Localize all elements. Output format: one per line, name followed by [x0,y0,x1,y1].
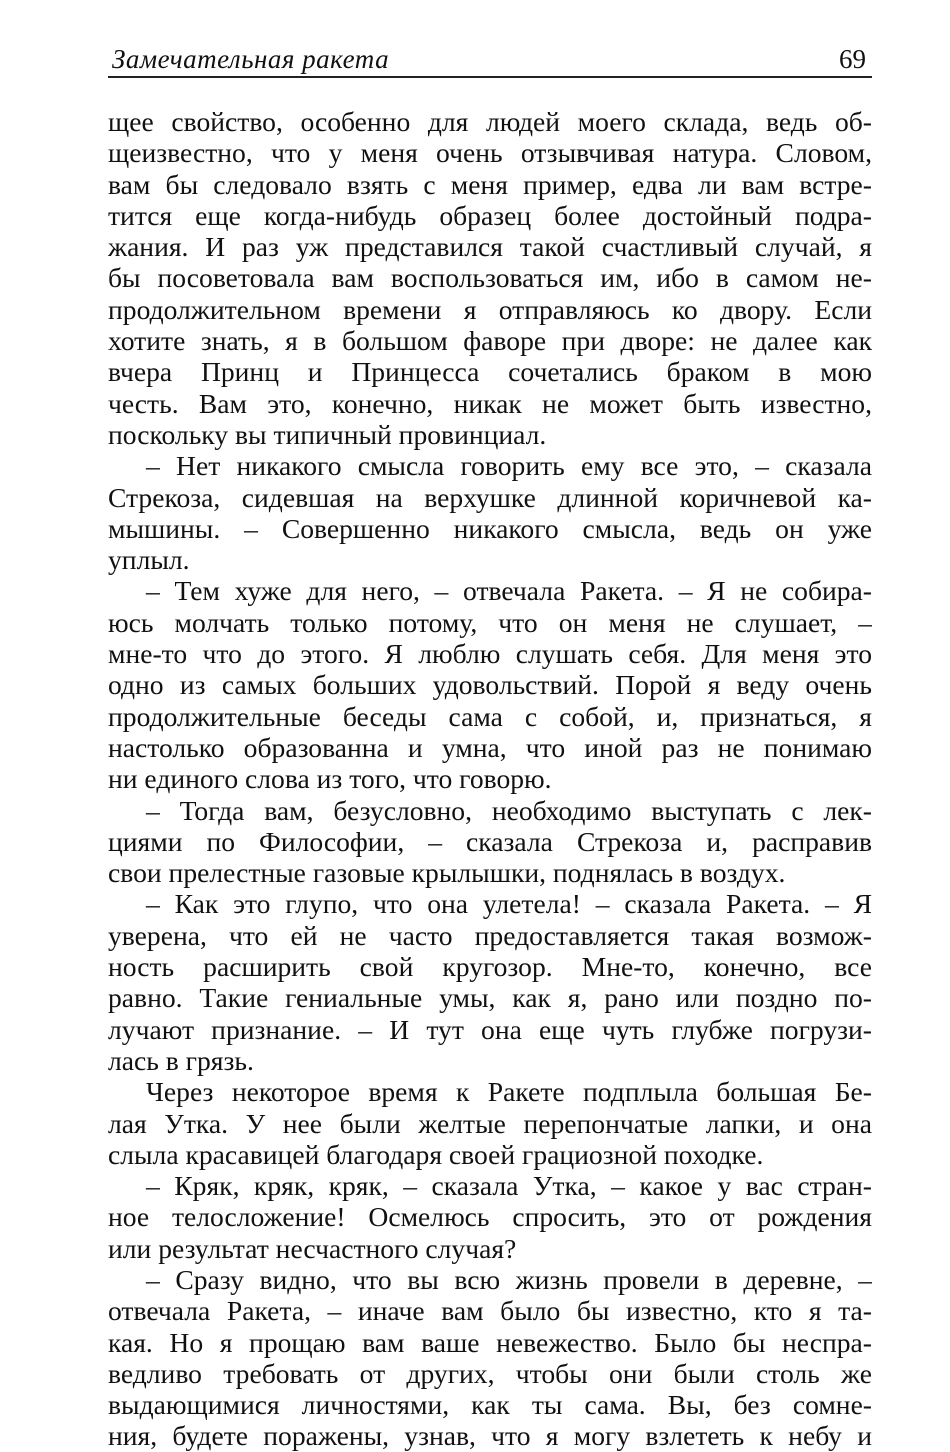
text-line: поскольку вы типичный провинциал. [108,418,547,450]
text-line: Стрекоза, сидевшая на верхушке длинной коричневой ка- [108,481,872,513]
text-line: ность расширить свой кругозор. Мне-то, конечно, все [108,951,872,983]
text-line: ни единого слова из того, что говорю. [108,763,552,795]
text-line: циями по Философии, – сказала Стрекоза и, расправив [108,825,872,857]
text-line: – Кряк, кряк, кряк, – сказала Утка, – какое у вас стран- [146,1170,872,1202]
text-line: – Нет никакого смысла говорить ему все это, – сказала [146,450,872,482]
text-line: вам бы следовало взять с меня пример, едва ли вам встре- [108,168,872,200]
text-line: бы посоветовала вам воспользоваться им, ибо в самом не- [108,262,872,294]
text-line: – Сразу видно, что вы всю жизнь провели в деревне, – [146,1263,872,1295]
text-line: хотите знать, я в большом фаворе при дворе: не далее как [108,325,872,357]
text-line: щеизвестно, что у меня очень отзывчивая натура. Словом, [108,137,872,169]
text-line: юсь молчать только потому, что он меня не слушает, – [108,606,872,638]
text-line: Через некоторое время к Ракете подплыла большая Бе- [146,1076,872,1108]
running-header [108,38,872,78]
text-line: лучают признание. – И тут она еще чуть глубже погрузи- [108,1013,872,1045]
text-line: лась в грязь. [108,1044,254,1076]
text-line: лая Утка. У нее были желтые перепончатые лапки, и она [108,1107,872,1139]
text-line: свои прелестные газовые крылышки, поднялась в воздух. [108,857,786,889]
text-line: или результат несчастного случая? [108,1232,517,1264]
text-line: мне-то что до этого. Я люблю слушать себя. Для меня это [108,638,872,670]
text-line: – Как это глупо, что она улетела! – сказала Ракета. – Я [146,888,872,920]
text-line: выдающимися личностями, как ты сама. Вы, без сомне- [108,1389,872,1421]
text-line: ведливо требовать от других, чтобы они были столь же [108,1357,872,1389]
text-line: ное телосложение! Осмелюсь спросить, это от рождения [108,1201,872,1233]
text-line: мышины. – Совершенно никакого смысла, ведь он уже [108,512,872,544]
text-line: жания. И раз уж представился такой счастливый случай, я [108,231,872,263]
text-line: продолжительные беседы сама с собой, и, признаться, я [108,700,872,732]
running-title: Замечательная ракета [112,44,390,74]
text-line: уплыл. [108,544,190,576]
text-line: настолько образованна и умна, что иной раз не понимаю [108,731,872,763]
text-line: уверена, что ей не часто предоставляется такая возмож- [108,919,872,951]
text-line: честь. Вам это, конечно, никак не может быть известно, [108,387,872,419]
text-line: – Тем хуже для него, – отвечала Ракета. – Я не собира- [146,575,872,607]
text-line: кая. Но я прощаю вам ваше невежество. Было бы неспра- [108,1326,872,1358]
text-line: отвечала Ракета, – иначе вам было бы известно, кто я та- [108,1295,872,1327]
text-line: – Тогда вам, безусловно, необходимо выступать с лек- [146,794,872,826]
text-line: тится еще когда-нибудь образец более достойный подра- [108,199,872,231]
body-text [108,106,872,1452]
text-line: щее свойство, особенно для людей моего склада, ведь об- [108,106,872,137]
text-line: ния, будете поражены, узнав, что я могу взлететь к небу и [108,1420,872,1452]
text-line: равно. Такие гениальные умы, как я, рано или поздно по- [108,982,872,1014]
text-line: одно из самых больших удовольствий. Порой я веду очень [108,669,872,701]
page-number: 69 [839,44,866,74]
text-line: продолжительном времени я отправляюсь ко двору. Если [108,293,872,325]
book-page [108,38,872,1452]
text-line: слыла красавицей благодаря своей грациозной походке. [108,1138,764,1170]
text-line: вчера Принц и Принцесса сочетались браком в мою [108,356,872,388]
